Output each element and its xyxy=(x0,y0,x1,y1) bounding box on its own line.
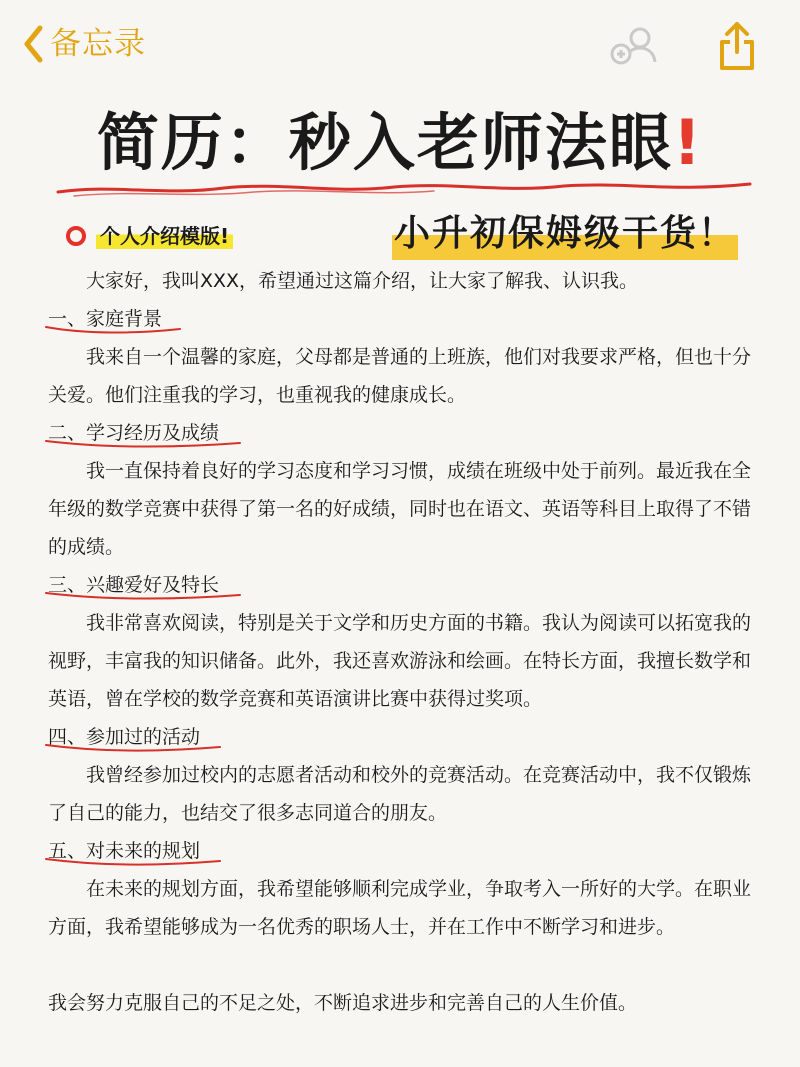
section-heading-text: 三、兴趣爱好及特长 xyxy=(48,574,220,596)
section-body: 我来自一个温馨的家庭，父母都是普通的上班族，他们对我要求严格，但也十分关爱。他们注重我的学习，也重视我的健康成长。 xyxy=(48,346,752,406)
back-button[interactable] xyxy=(22,22,146,66)
section-heading-text: 五、对未来的规划 xyxy=(48,840,201,862)
heading-underline xyxy=(44,741,224,753)
section-body: 我曾经参加过校内的志愿者活动和校外的竞赛活动。在竞赛活动中，我不仅锻炼了自己的能力，也结交了很多志同道合的朋友。 xyxy=(48,764,752,824)
section-body: 我一直保持着良好的学习态度和学习习惯，成绩在班级中处于前列。最近我在全年级的数学竞赛中获得了第一名的好成绩，同时也在语文、英语等科目上取得了不错的成绩。 xyxy=(48,460,752,558)
template-tag xyxy=(66,223,233,249)
heading-underline xyxy=(44,323,184,335)
chevron-left-icon xyxy=(22,24,44,64)
closing-paragraph: 我会努力克服自己的不足之处，不断追求进步和完善自己的人生价值。 xyxy=(48,992,638,1014)
exclamation-icon: ! xyxy=(672,106,704,179)
subtitle: 小升初保姆级干货！ xyxy=(392,208,738,260)
section-heading xyxy=(48,718,206,756)
section-heading xyxy=(48,566,225,604)
note-title-text: 简历：秒入老师法眼 xyxy=(96,106,673,179)
heading-underline xyxy=(44,437,244,449)
red-squiggle-divider xyxy=(54,174,754,204)
navigation-bar xyxy=(0,0,800,90)
note-body xyxy=(48,262,768,1022)
heading-underline xyxy=(44,855,224,867)
intro-paragraph: 大家好，我叫XXX，希望通过这篇介绍，让大家了解我、认识我。 xyxy=(86,270,639,292)
share-people-icon[interactable] xyxy=(608,24,664,72)
section-heading xyxy=(48,414,225,452)
tag-text: 个人介绍模版! xyxy=(96,223,233,249)
blank-line xyxy=(48,946,768,984)
section-heading xyxy=(48,832,206,870)
section-body: 我非常喜欢阅读，特别是关于文学和历史方面的书籍。我认为阅读可以拓宽我的视野，丰富我的知识储备。此外，我还喜欢游泳和绘画。在特长方面，我擅长数学和英语，曾在学校的数学竞赛和英语演讲比赛中获得过奖项。 xyxy=(48,612,752,710)
section-heading xyxy=(48,300,168,338)
heading-underline xyxy=(44,589,244,601)
section-heading-text: 四、参加过的活动 xyxy=(48,726,201,748)
section-heading-text: 二、学习经历及成绩 xyxy=(48,422,220,444)
share-export-icon[interactable] xyxy=(716,20,758,76)
red-circle-icon xyxy=(66,226,86,246)
section-heading-text: 一、家庭背景 xyxy=(48,308,163,330)
back-label: 备忘录 xyxy=(50,26,146,62)
section-body: 在未来的规划方面，我希望能够顺利完成学业，争取考入一所好的大学。在职业方面，我希望能够成为一名优秀的职场人士，并在工作中不断学习和进步。 xyxy=(48,878,752,938)
